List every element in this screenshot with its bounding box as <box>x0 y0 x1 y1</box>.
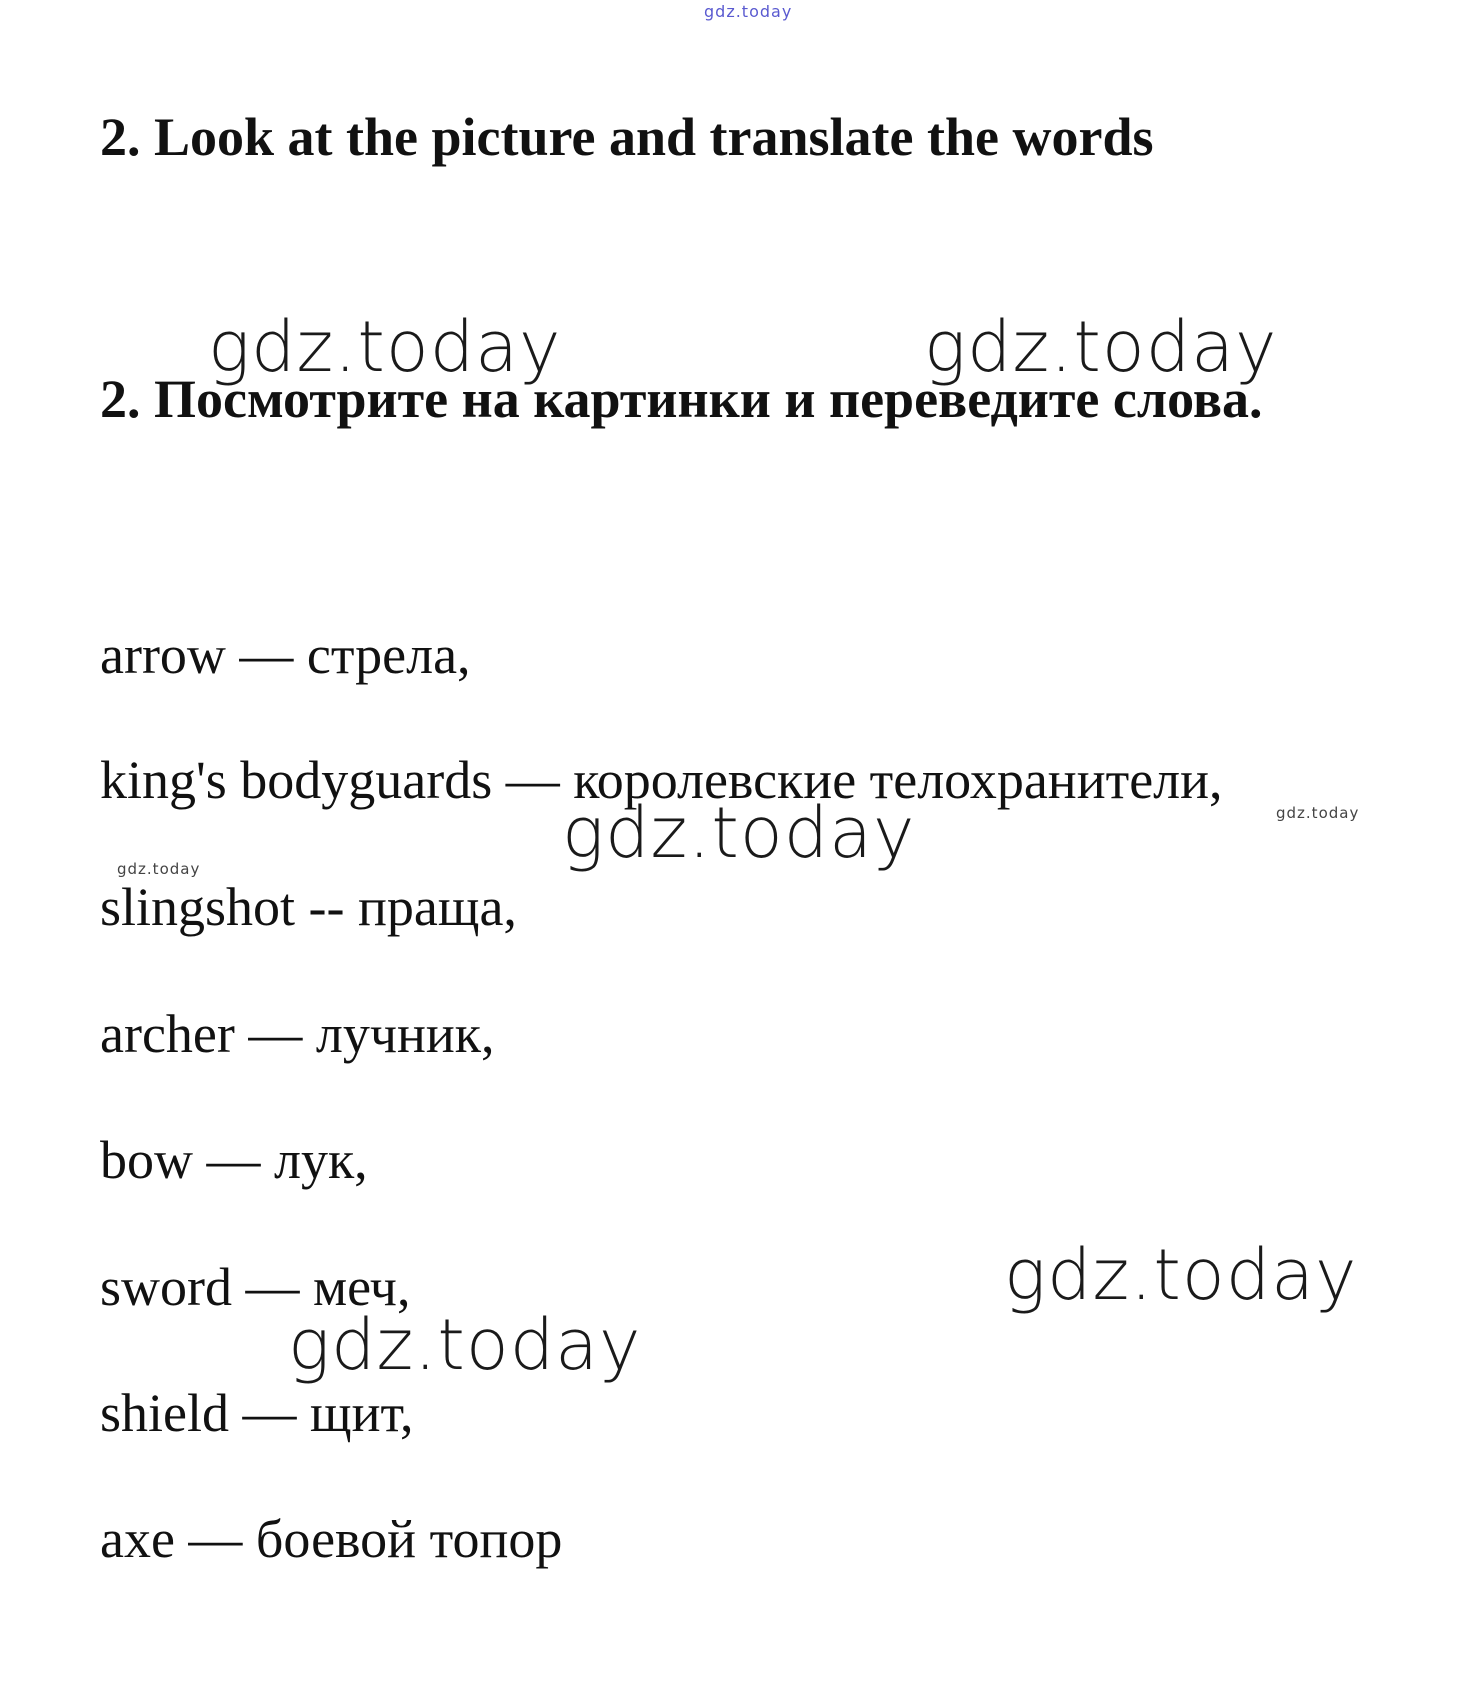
vocabulary-item: arrow — стрела, <box>100 625 471 685</box>
watermark-small: gdz.today <box>1276 804 1360 822</box>
vocabulary-item: slingshot -- праща, <box>100 877 517 937</box>
watermark-large: gdz.today <box>288 1304 642 1386</box>
watermark-top: gdz.today <box>704 2 793 21</box>
vocabulary-item: shield — щит, <box>100 1383 414 1443</box>
vocabulary-item: bow — лук, <box>100 1130 368 1190</box>
watermark-large: gdz.today <box>924 306 1278 388</box>
watermark-large: gdz.today <box>1004 1234 1358 1316</box>
watermark-large: gdz.today <box>208 306 562 388</box>
task-heading-english: 2. Look at the picture and translate the words <box>100 107 1154 167</box>
vocabulary-item: archer — лучник, <box>100 1004 495 1064</box>
vocabulary-item: axe — боевой топор <box>100 1509 563 1569</box>
watermark-large: gdz.today <box>562 792 916 874</box>
vocabulary-item: king's bodyguards — королевские телохранители, <box>100 750 1223 810</box>
task-heading-russian: 2. Посмотрите на картинки и переведите слова. <box>100 369 1263 429</box>
watermark-small: gdz.today <box>117 860 201 878</box>
vocabulary-item: sword — меч, <box>100 1257 411 1317</box>
